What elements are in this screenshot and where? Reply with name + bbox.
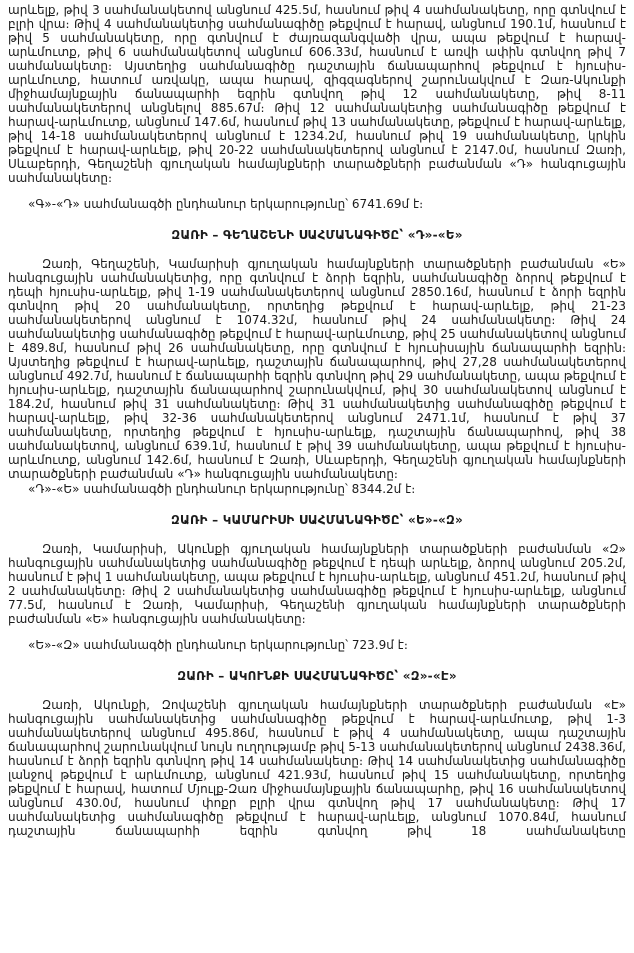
boundary-paragraph-zar-kamaris: Զառի, Կամարիսի, Ակունքի գյուղական համայնքների տարածքների բաժանման «Զ» հանգուցային սահմանակետից սահմանագիծը թեքվում է դեպի արևելք, ձորով անցնում 205.2մ, հասնում է թիվ 1 սահմանակետը, ապա թեքվում է հյուսիս-արևելք, անցնում 451.2մ, հասնում թիվ 2 սահմանակետը։ Թիվ 2 սահմանակետից սահմանագիծը թեքվում է հյուսիս-արևելք, անցնում 77.5մ, հասնում է Զառի, Կամարիսի, Գեղաշենի գյուղական համայնքների տարածքների բաժանման «Ե» հանգուցային սահմանակետը։ [8, 542, 626, 626]
boundary-paragraph-zar-geghashen: Զառի, Գեղաշենի, Կամարիսի գյուղական համայնքների տարածքների բաժանման «Ե» հանգուցային սահմանակետից, որը գտնվում է ձորի եզրին, սահմանագիծը ձորով թեքվում է դեպի հյուսիս-արևելք, թիվ 1-19 սահմանակետերով անցնում 2850.16մ, հասնում է ձորի եզրին գտնվող թիվ 20 սահմանակետը, որտեղից թեքվում է հարավ-արևելք, թիվ 21-23 սահմանակետերով անցնում է 1074.32մ, հասնում թիվ 24 սահմանակետը։ Թիվ 24 սահմանակետից սահմանագիծը թեքվում է հարավ-արևմուտք, թիվ 25 սահմանակետով անցնում է 489.8մ, հասնում թիվ 26 սահմանակետը, որը գտնվում է հյուսիսային ճանապարհի եզրին։ Այստեղից թեքվում է հարավ-արևելք, դաշտային ճանապարհով, թիվ 27,28 սահմանակետերով անցնում 492.7մ, հասնում է ճանապարհի եզրին գտնվող թիվ 29 սահմանակետը, ապա թեքվում է հյուսիս-արևելք, դաշտային ճանապարհով շարունակվում, թիվ 30 սահմանակետով անցնում է 184.2մ, հասնում թիվ 31 սահմանակետը։ Թիվ 31 սահմանակետից սահմանագիծը թեքվում է հարավ-արևելք, թիվ 32-36 սահմանակետերով անցնում 2471.1մ, հասնում է թիվ 37 սահմանակետը, որտեղից թեքվում է հյուսիս-արևելք, դաշտային ճանապարհով, թիվ 38 սահմանակետով, անցնում 639.1մ, հասնում է թիվ 39 սահմանակետը, ապա թեքվում է հյուսիս-արևմուտք, անցնում 142.6մ, հասնում է Զառի, Սևաբերդի, Գեղաշենի գյուղական համայնքների տարածքների բաժանման «Դ» հանգուցային սահմանակետը։ [8, 257, 626, 481]
boundary-paragraph-zar-sevaberd-continuation: արևելք, թիվ 3 սահմանակետով անցնում 425.5մ, հասնում թիվ 4 սահմանակետը, որը գտնվում է բլրի վրա։ Թիվ 4 սահմանակետից սահմանագիծը թեքվում է հարավ, անցնում 190.1մ, հասնում է թիվ 5 սահմանակետը, որը գտնվում է ժայռազանգվածի վրա, ապա թեքվում է հարավ-արևմուտք, թիվ 6 սահմանակետով անցնում 606.33մ, հասնում է առվի ափին գտնվող թիվ 7 սահմանակետը։ Այստեղից սահմանագիծը դաշտային ճանապարհով թեքվում է հյուսիս-արևմուտք, հատում առվակը, ապա հարավ, զիգզագներով շարունակվում է Զառ-Ակունքի միջհամայնքային ճանապարհի եզրին գտնվող թիվ 12 սահմանակետը, թիվ 8-11 սահմանակետերով անցնելով 885.67մ։ Թիվ 12 սահմանակետից սահմանագիծը թեքվում է հարավ-արևմուտք, անցնում 147.6մ, հասնում թիվ 13 սահմանակետը, թեքվում է հարավ-արևելք, թիվ 14-18 սահմանակետերով անցնում է 1234.2մ, հասնում թիվ 19 սահմանակետը, կրկին թեքվում է հարավ-արևելք, թիվ 20-22 սահմանակետերով անցնում է 2147.0մ, հասնում Զառի, Սևաբերդի, Գեղաշենի գյուղական համայնքների տարածքների բաժանման «Դ» հանգուցային սահմանակետը։ [8, 3, 626, 185]
section-heading-zar-akunk: ԶԱՌԻ – ԱԿՈՒՆՔԻ ՍԱՀՄԱՆԱԳԻԾԸ՝ «Զ»-«Է» [177, 669, 457, 683]
boundary-length-note-e-z: «Ե»-«Զ» սահմանագծի ընդհանուր երկարությունը՝ 723.9մ է։ [28, 638, 408, 652]
section-heading-zar-geghashen: ԶԱՌԻ – ԳԵՂԱՇԵՆԻ ՍԱՀՄԱՆԱԳԻԾԸ՝ «Դ»-«Ե» [171, 228, 463, 242]
boundary-length-note-g-d: «Գ»-«Դ» սահմանագծի ընդհանուր երկարությունը՝ 6741.69մ է։ [28, 197, 424, 211]
section-heading-zar-kamaris: ԶԱՌԻ – ԿԱՄԱՐԻՍԻ ՍԱՀՄԱՆԱԳԻԾԸ՝ «Ե»-«Զ» [171, 513, 463, 527]
boundary-paragraph-zar-akunk: Զառի, Ակունքի, Զովաշենի գյուղական համայնքների տարածքների բաժանման «Է» հանգուցային սահմանակետից սահմանագիծը թեքվում է հարավ-արևմուտք, թիվ 1-3 սահմանակետերով անցնում 495.86մ, հասնում է թիվ 4 սահմանակետը, ապա դաշտային ճանապարհով շարունակվում նույն ուղղությամբ թիվ 5-13 սահմանակետերով անցնում 2438.36մ, հասնում է ձորի եզրին գտնվող թիվ 14 սահմանակետը։ Թիվ 14 սահմանակետից սահմանագիծը լանջով թեքվում է արևմուտք, անցնում 421.93մ, հասնում թիվ 15 սահմանակետը, որտեղից թեքվում է հարավ, հատում Մյուլք-Զառ միջհամայնքային ճանապարհը, թիվ 16 սահմանակետով անցնում 430.0մ, հասնում փոքր բլրի վրա գտնվող թիվ 17 սահմանակետը։ Թիվ 17 սահմանակետից սահմանագիծը թեքվում է հարավ-արևելք, անցնում 1070.84մ, հասնում դաշտային ճանապարհի եզրին գտնվող թիվ 18 սահմանակետը [8, 698, 626, 838]
boundary-length-note-d-e: «Դ»-«Ե» սահմանագծի ընդհանուր երկարությունը՝ 8344.2մ է։ [28, 482, 416, 496]
